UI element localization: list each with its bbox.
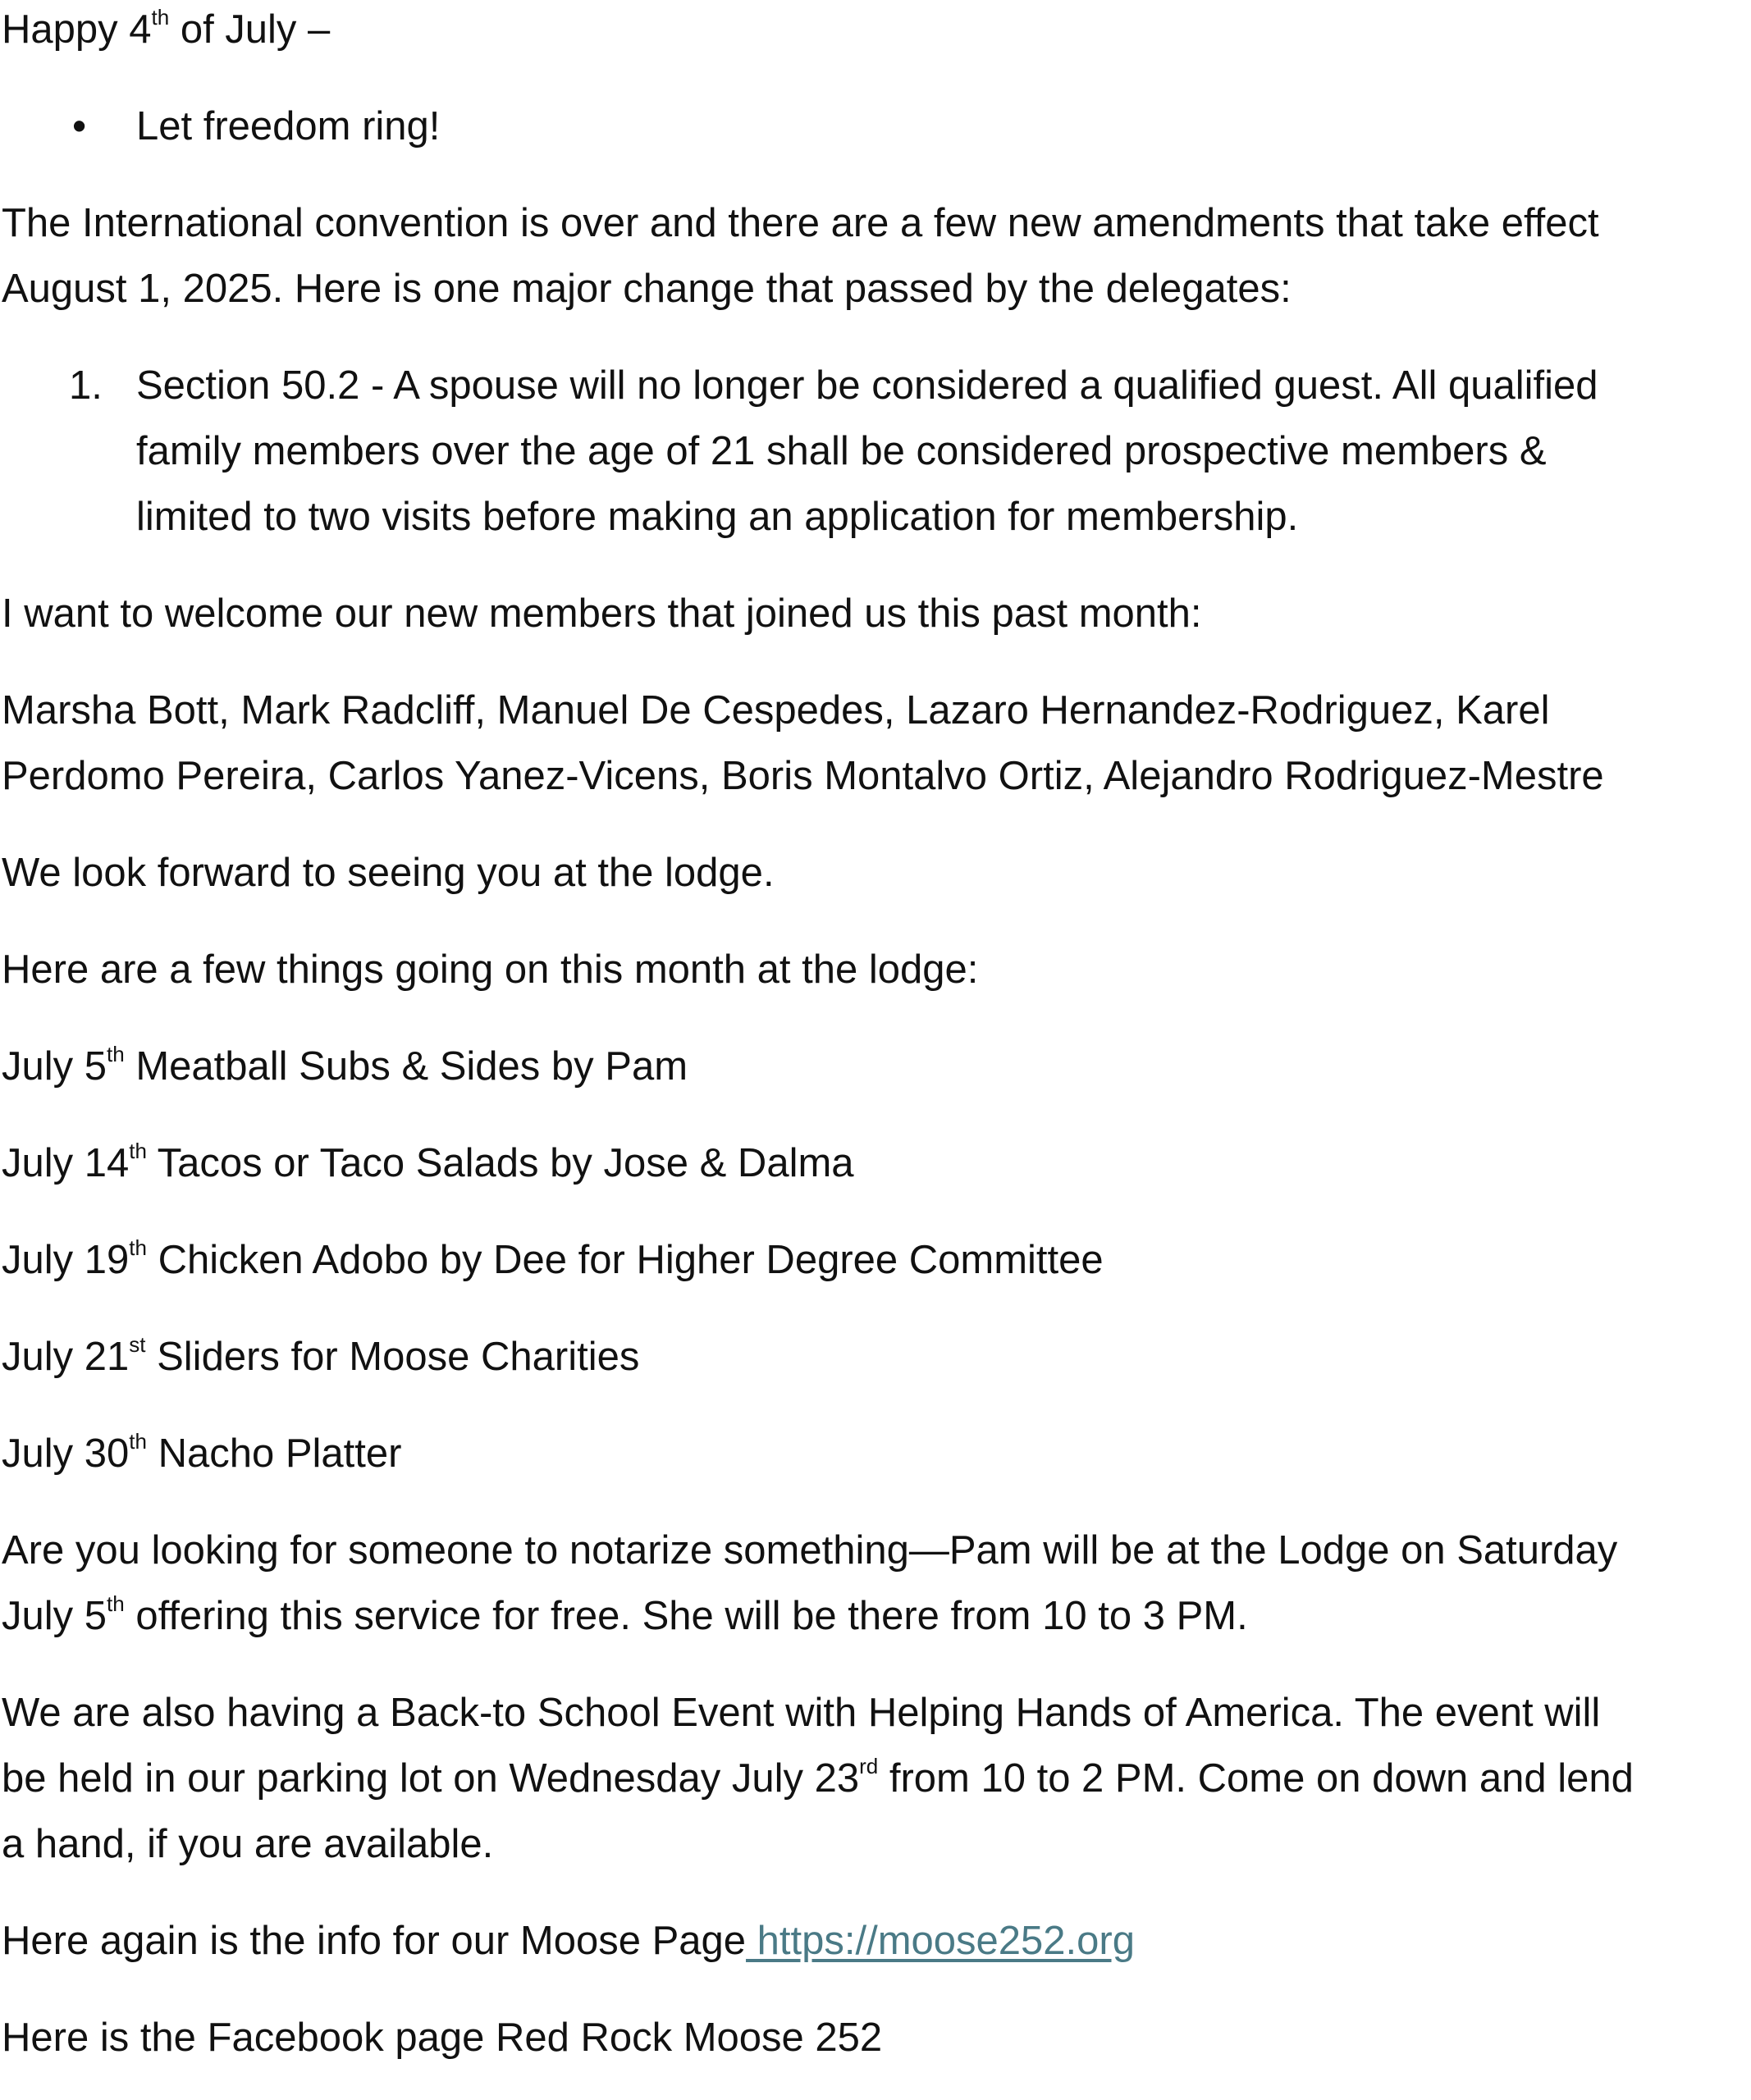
notary-date: July 5 xyxy=(2,1594,107,1638)
facebook-page-line: Here is the Facebook page Red Rock Moose 252 xyxy=(2,2016,883,2060)
event-date-superscript: st xyxy=(129,1332,146,1357)
event-item xyxy=(2,1227,1751,1293)
notary-date-superscript: th xyxy=(107,1591,125,1616)
amendment-row-1 xyxy=(2,353,1751,418)
amendment-row-3 xyxy=(2,484,1751,550)
convention-paragraph xyxy=(2,190,1751,322)
amendment-line-3: limited to two visits before making an application for membership. xyxy=(136,495,1299,539)
notary-paragraph xyxy=(2,1518,1751,1649)
new-members-line-2: Perdomo Pereira, Carlos Yanez-Vicens, Boris Montalvo Ortiz, Alejandro Rodriguez-Mestre xyxy=(2,754,1604,798)
event-description: Nacho Platter xyxy=(146,1431,402,1476)
event-date-superscript: th xyxy=(129,1235,147,1260)
greeting-text: Happy 4 xyxy=(2,7,152,52)
greeting-superscript: th xyxy=(151,5,170,30)
moose-page-line xyxy=(2,1908,1751,1974)
convention-line-2: August 1, 2025. Here is one major change that passed by the delegates: xyxy=(2,267,1292,311)
event-date: July 30 xyxy=(2,1431,130,1476)
event-description: Meatball Subs & Sides by Pam xyxy=(124,1044,688,1089)
convention-line-1: The International convention is over and there are a few new amendments that take effect xyxy=(2,201,1599,245)
event-date: July 19 xyxy=(2,1238,130,1282)
new-members-paragraph xyxy=(2,678,1751,809)
school-event-line-1: We are also having a Back-to School Event with Helping Hands of America. The event will xyxy=(2,1691,1601,1735)
school-event-line-3: a hand, if you are available. xyxy=(2,1822,494,1866)
school-event-date-superscript: rd xyxy=(859,1754,879,1778)
school-event-paragraph xyxy=(2,1680,1751,1877)
event-description: Tacos or Taco Salads by Jose & Dalma xyxy=(146,1141,854,1185)
event-item xyxy=(2,1034,1751,1099)
moose-page-link[interactable]: https://moose252.org xyxy=(746,1919,1135,1963)
event-date-superscript: th xyxy=(107,1042,125,1066)
amendment-row-2 xyxy=(2,418,1751,484)
event-date: July 21 xyxy=(2,1335,130,1379)
notary-line-2-text: offering this service for free. She will be there from 10 to 3 PM. xyxy=(124,1594,1248,1638)
event-item xyxy=(2,1421,1751,1486)
notary-line-2 xyxy=(2,1583,1751,1649)
amendment-number: 1. xyxy=(69,363,103,408)
welcome-closing: We look forward to seeing you at the lodge. xyxy=(2,851,775,895)
notary-line-1: Are you looking for someone to notarize something—Pam will be at the Lodge on Saturday xyxy=(2,1528,1618,1573)
amendment-list-item xyxy=(2,353,1751,550)
school-event-line-2 xyxy=(2,1746,1751,1811)
event-item xyxy=(2,1324,1751,1390)
event-date: July 5 xyxy=(2,1044,107,1089)
welcome-intro: I want to welcome our new members that joined us this past month: xyxy=(2,591,1202,636)
school-event-line-2-suffix: from 10 to 2 PM. Come on down and lend xyxy=(878,1756,1634,1801)
school-event-line-2-text: be held in our parking lot on Wednesday July 23 xyxy=(2,1756,860,1801)
bullet-icon: • xyxy=(72,104,87,148)
moose-page-text: Here again is the info for our Moose Page xyxy=(2,1919,747,1963)
event-date-superscript: th xyxy=(129,1429,147,1454)
greeting-suffix: of July – xyxy=(169,7,331,52)
amendment-line-2: family members over the age of 21 shall be considered prospective members & xyxy=(136,429,1547,473)
event-date: July 14 xyxy=(2,1141,130,1185)
bullet-list-item xyxy=(2,94,1751,159)
amendment-line-1: Section 50.2 - A spouse will no longer be considered a qualified guest. All qualified xyxy=(136,363,1598,408)
bullet-text: Let freedom ring! xyxy=(136,104,441,148)
events-intro: Here are a few things going on this month at the lodge: xyxy=(2,947,979,992)
greeting-line xyxy=(2,0,1751,62)
event-description: Chicken Adobo by Dee for Higher Degree Committee xyxy=(146,1238,1104,1282)
new-members-line-1: Marsha Bott, Mark Radcliff, Manuel De Cespedes, Lazaro Hernandez-Rodriguez, Karel xyxy=(2,688,1550,733)
event-description: Sliders for Moose Charities xyxy=(145,1335,640,1379)
event-item xyxy=(2,1130,1751,1196)
event-date-superscript: th xyxy=(129,1139,147,1163)
